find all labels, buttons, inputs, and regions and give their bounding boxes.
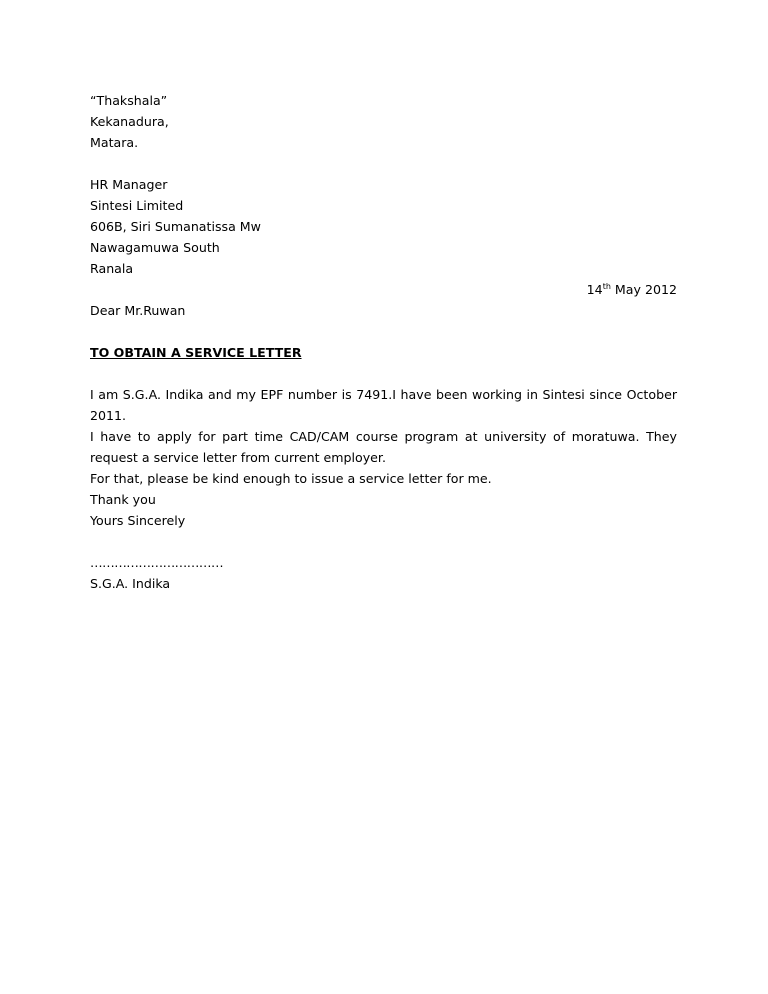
letter-date [90, 279, 677, 300]
spacer [90, 153, 677, 174]
date-day: 14 [586, 282, 603, 297]
body-paragraph-1: I am S.G.A. Indika and my EPF number is 7491.I have been working in Sintesi since October 2011. [90, 387, 677, 423]
recipient-title: HR Manager [90, 177, 168, 192]
letter-content [90, 90, 677, 594]
recipient-address-line-2: Nawagamuwa South [90, 240, 220, 255]
spacer [90, 363, 677, 384]
closing-line: Yours Sincerely [90, 513, 186, 528]
thanks-line: Thank you [90, 492, 156, 507]
date-suffix: th [602, 282, 611, 291]
signature-line: …………………………… [90, 555, 224, 570]
sender-address-line-1: Kekanadura, [90, 114, 169, 129]
date-rest: May 2012 [610, 282, 677, 297]
spacer [90, 321, 677, 342]
body-paragraph-2: I have to apply for part time CAD/CAM course program at university of moratuwa. They request a service letter from current employer. [90, 429, 677, 465]
spacer [90, 531, 677, 552]
sender-house: “Thakshala” [90, 93, 168, 108]
body-paragraph-3: For that, please be kind enough to issue a service letter for me. [90, 471, 492, 486]
salutation: Dear Mr.Ruwan [90, 303, 186, 318]
letter-subject: TO OBTAIN A SERVICE LETTER [90, 345, 302, 360]
recipient-address-line-1: 606B, Siri Sumanatissa Mw [90, 219, 261, 234]
signature-name: S.G.A. Indika [90, 576, 171, 591]
recipient-company: Sintesi Limited [90, 198, 184, 213]
recipient-address-line-3: Ranala [90, 261, 134, 276]
sender-address-line-2: Matara. [90, 135, 139, 150]
